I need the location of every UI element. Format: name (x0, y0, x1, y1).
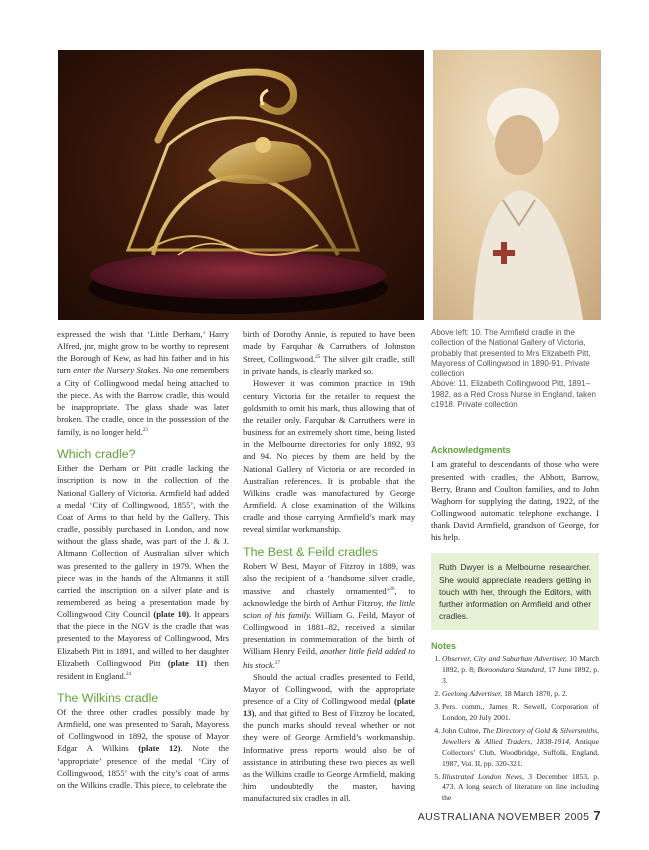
footnote-ref: 26 (389, 586, 395, 592)
page-number: 7 (593, 808, 601, 823)
note-item (442, 726, 599, 770)
text: . Note the ‘appropriate’ presence of the medal ‘City of Collingwood, 1855’ with the city’s coat of arms on the Wilkins cradle. This piece, to celebrate the (57, 743, 230, 790)
section-heading: Acknowledgments (431, 445, 511, 456)
nurse-portrait-photo (433, 50, 601, 320)
section-heading: The Wilkins cradle (57, 690, 159, 705)
nurse-illustration (433, 50, 601, 320)
paragraph: I am grateful to descendants of those who were presented with cradles, the Abbott, Barrow, Berry, Brann and Coulton families, and to John Waghorn for supplying the dating, 1922, of the Collingwood automatic telephone exchange. I thank David Armfield, grandson of George, for his help. (431, 459, 599, 543)
paragraph (243, 671, 415, 805)
text: 17 June 1892, p. 3. (442, 665, 599, 686)
text: enter the Nursery Stakes (73, 365, 159, 376)
note-item (442, 772, 599, 805)
text: 3 December 1853, p. 473. A long search of literature on line including the (442, 771, 599, 803)
note-item (442, 654, 599, 687)
text: , and that gifted to Best of Fitzroy be located, the punch marks should reveal whether or not they were of George Armfield’s workmanship. Informative press reports would also be of assistance in attributing these two pieces as well as the Wilkins cradle to George Armfield, making him undoubtedly the master, having manufactured six cradles in all. (243, 708, 415, 804)
plate-ref: (plate 11) (167, 657, 207, 668)
text: Boroondara Standard, (477, 665, 546, 675)
plate-ref: (plate 13) (243, 695, 415, 719)
footnote-ref: 23 (142, 428, 148, 434)
text: William G. Feild, Mayor of Collingwood in 1881–82, received a similar presentation in commemoration of the birth of William Henry Feild, (243, 610, 415, 657)
section-heading: Notes (431, 641, 457, 652)
text: Illustrated London News, (442, 771, 524, 781)
text: Pers. comm., James R. Sewell, Corporation of London, 20 July 2001. (442, 702, 599, 723)
text: the little scion of his family. (243, 597, 415, 620)
text: Observer, City and Suburban Advertiser, (442, 654, 567, 664)
plate-ref: (plate 12) (138, 743, 181, 754)
notes-list (431, 654, 599, 804)
text: birth of Dorothy Annie, is reputed to have been made by Farquhar & Carruthers of Johnston Street, Collingwood. (243, 329, 415, 365)
text-column-2 (243, 328, 415, 804)
text: Robert W Best, Mayor of Fitzroy in 1889, was also the recipient of a ‘handsome silver cradle, massive and chastely ornamented’ (243, 560, 415, 596)
paragraph: However it was common practice in 19th century Victoria for the retailer to request the goldsmith to omit his mark, thus allowing that of the retailer only. Farquhar & Carruthers were in business for an extremely short time, being listed in the Melbourne directories for only 1892, 93 and 94. No pieces by them are held by the National Gallery of Victoria or are recorded in Australian references. It is probable that the Wilkins cradle was manufactured by George Armfield. A close examination of the Wilkins cradle and those carrying Armfield’s mark may reveal similar workmanship. (243, 378, 415, 535)
footnote-ref: 24 (125, 671, 131, 677)
text: expressed the wish that ‘Little Derham,’ Harry Alfred, jnr, might grow to be worthy to represent the Borough of Kew, as had his father and in his turn (57, 329, 229, 376)
section-heading: The Best & Feild cradles (243, 544, 378, 559)
author-note-box: Ruth Dwyer is a Melbourne researcher. She would appreciate readers getting in touch with her, through the Editors, with further information on Armfield and other cradles. (431, 553, 599, 630)
text: Either the Derham or Pitt cradle lacking the inscription is now in the collection of the National Gallery of Victoria. Armfield had added a medal ‘City of Collingwood, 1855’, with the Coat of Arms to that held by the Gallery. This cradle, possibly purchased in London, and now without the glass shade, was part of the J. & J. Altmann Collection of Australian silver which was presented to the gallery in 1979. When the piece was in the hands of the Altmanns it still carried the inscription on a silver plate and is remembered as being a presentation made by Collingwood City Council (57, 463, 229, 620)
text-column-3 (431, 328, 599, 806)
text: Antique Collectors’ Club, Woodbridge, Suffolk, England, 1987, Vol. II, pp. 320-321. (442, 736, 599, 768)
cradle-photo (58, 50, 424, 320)
paragraph (57, 328, 229, 438)
photo-caption: Above left: 10. The Armfield cradle in the collection of the National Gallery of Victoria, probably that presented to Mrs Elizabeth Pitt, Mayoress of Collingwood in 1890-91. Private collection (431, 328, 591, 379)
text: Geelong Advertiser, (442, 689, 503, 699)
cradle-illustration (58, 50, 424, 320)
paragraph (57, 462, 229, 682)
footnote-ref: 25 (315, 355, 321, 361)
photo-caption: Above: 11. Elizabeth Collingwood Pitt, 1891–1982, as a Red Cross Nurse in England, taken c1918. Private collection (431, 379, 596, 410)
text: 10 March 1892, p. 8; (442, 654, 599, 675)
plate-ref: (plate 10) (153, 609, 190, 620)
text: Should the actual cradles presented to Feild, Mayor of Collingwood, with the appropriate presence of a City of Collingwood medal (243, 671, 415, 706)
issue-label: AUSTRALIANA NOVEMBER 2005 (417, 811, 590, 823)
text: John Culme, (442, 725, 483, 735)
text: Of the three other cradles possibly made by Armfield, one was presented to Sarah, Mayoress of Collingwood in 1892, the spouse of Mayor Edgar A Wilkins (57, 706, 229, 754)
paragraph (243, 328, 415, 377)
section-heading: Which cradle? (57, 447, 136, 462)
note-item (442, 702, 599, 724)
text: The Directory of Gold & Silversmiths, Jewellers & Allied Traders, 1838-1914, (442, 725, 599, 746)
text: . It appears that the piece in the NGV is the cradle that was presented to the Mayoress of Collingwood, Mrs Elizabeth Pitt in 1891, and willed to her daughter Elizabeth Collingwood Pitt (57, 609, 229, 668)
footnote-ref: 27 (274, 660, 280, 666)
text: . No one remembers a City of Collingwood medal being attached to the piece. As with the Barrow cradle, this would be inappropriate. The glass shade was later broken. The cradle, once in the possession of the family, is no longer held. (57, 365, 230, 438)
note-item (442, 689, 599, 700)
page-footer (418, 808, 601, 823)
text: 18 March 1870, p. 2. (502, 689, 568, 699)
text: another little field added to his stock. (243, 646, 415, 670)
paragraph (57, 706, 229, 791)
text: then resident in England. (57, 657, 229, 681)
text: The silver gilt cradle, still in private hands, is clearly marked so. (243, 354, 415, 377)
text: , to acknowledge the birth of Arthur Fitzroy, (243, 585, 416, 608)
paragraph (243, 560, 415, 671)
text-column-1 (57, 328, 229, 791)
